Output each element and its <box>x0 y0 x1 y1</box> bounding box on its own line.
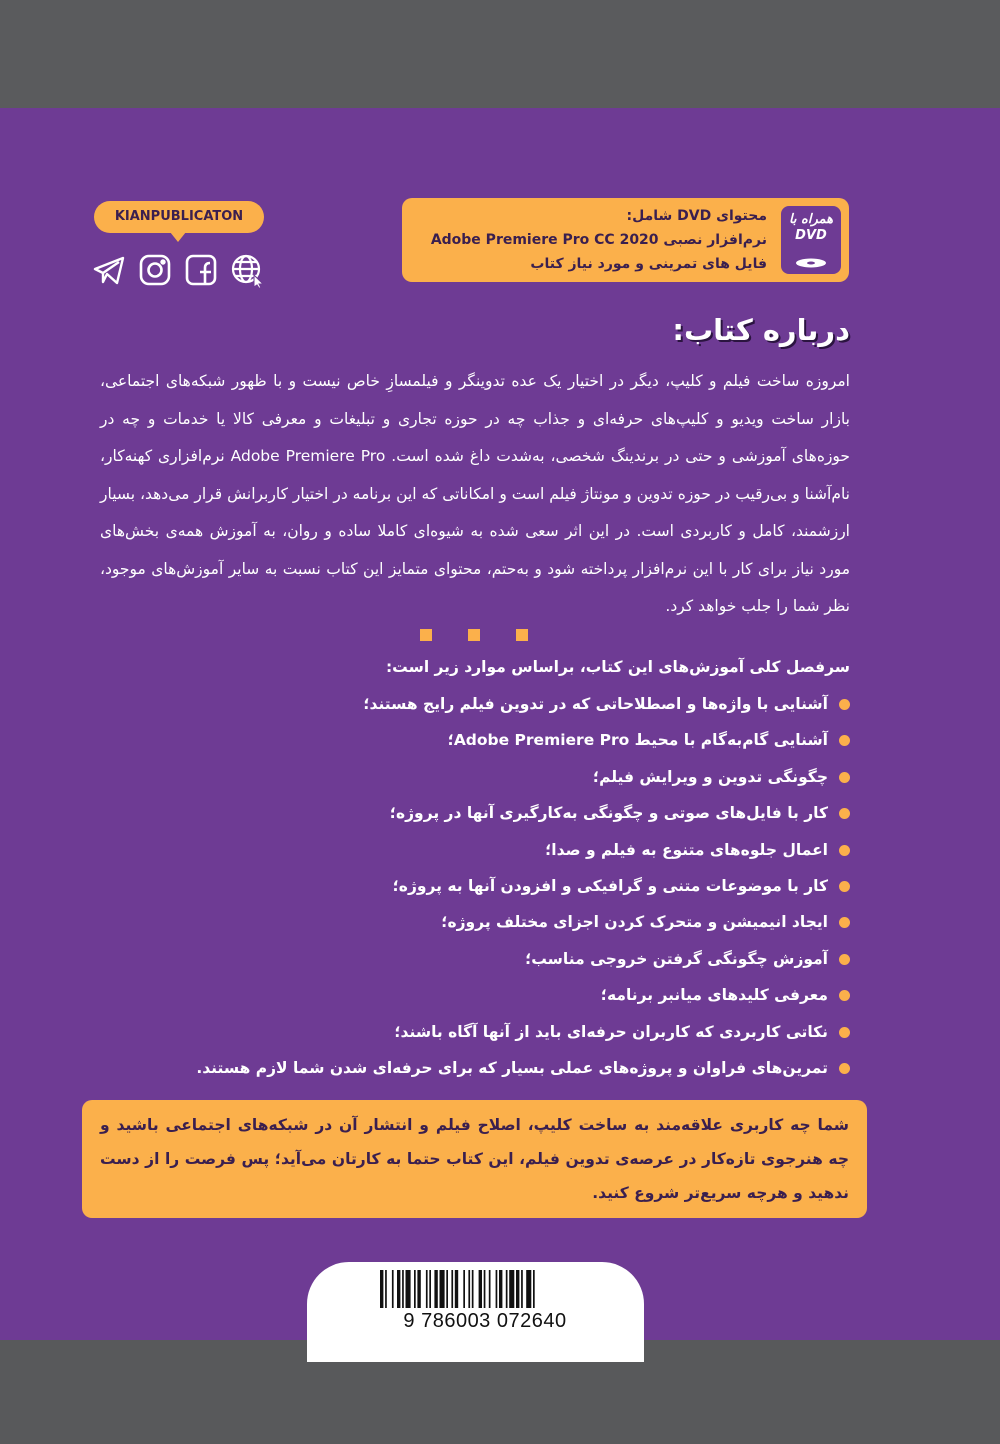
dvd-badge-label: همراه با <box>788 212 834 227</box>
barcode-bar <box>516 1270 519 1308</box>
barcode-bar <box>397 1270 400 1308</box>
barcode-bar <box>472 1270 474 1308</box>
topic-text: چگونگی تدوین و ویرایش فیلم؛ <box>592 767 828 786</box>
bullet-icon <box>839 1063 850 1074</box>
topic-item <box>196 1050 850 1086</box>
barcode-bar <box>406 1270 411 1308</box>
barcode-bar <box>489 1270 491 1308</box>
topic-list <box>196 686 850 1086</box>
topic-item <box>196 977 850 1013</box>
bullet-icon <box>839 735 850 746</box>
barcode-number: 9 786003 072640 <box>403 1310 567 1332</box>
dvd-info-box <box>402 198 849 282</box>
dvd-line-2: نرم‌افزار نصبی Adobe Premiere Pro CC 2020 <box>430 232 767 248</box>
topic-item <box>196 686 850 722</box>
social-icons <box>92 253 268 287</box>
topic-text: کار با موضوعات متنی و گرافیکی و افزودن آنها به پروژه؛ <box>392 876 828 895</box>
barcode-bar <box>434 1270 437 1308</box>
barcode-bar <box>402 1270 404 1308</box>
bullet-icon <box>839 772 850 783</box>
bullet-icon <box>839 881 850 892</box>
barcode-bar <box>392 1270 394 1308</box>
barcode-bar <box>484 1270 486 1308</box>
barcode-bar <box>426 1270 428 1308</box>
separator-square <box>420 629 432 641</box>
bullet-icon <box>839 954 850 965</box>
facebook-icon[interactable] <box>184 253 218 287</box>
bullet-icon <box>839 808 850 819</box>
web-icon[interactable] <box>230 253 264 287</box>
barcode-bar <box>440 1270 445 1308</box>
barcode-bar <box>417 1270 420 1308</box>
barcode-bar <box>463 1270 465 1308</box>
topic-text: اعمال جلوه‌های متنوع به فیلم و صدا؛ <box>545 840 828 859</box>
topic-item <box>196 1014 850 1050</box>
separator-squares <box>420 629 532 643</box>
topic-item <box>196 722 850 758</box>
dvd-line-3: فایل های تمرینی و مورد نیاز کتاب <box>530 256 767 272</box>
topic-text: نکاتی کاربردی که کاربران حرفه‌ای باید از آنها آگاه باشند؛ <box>394 1022 828 1041</box>
top-band <box>0 0 1000 108</box>
topic-text: کار با فایل‌های صوتی و چگونگی به‌کارگیری آنها در پروژه؛ <box>389 804 828 823</box>
barcode-bar <box>385 1270 387 1308</box>
separator-square <box>468 629 480 641</box>
dvd-badge-dvd: DVD <box>795 228 827 243</box>
bullet-icon <box>839 845 850 856</box>
bullet-icon <box>839 990 850 1001</box>
promo-box: شما چه کاربری علاقه‌مند به ساخت کلیپ، اصلاح فیلم و انتشار آن در شبکه‌های اجتماعی باشید و چه هنرجوی تازه‌کار در عرصه‌ی تدوین فیلم، این کتاب حتما به کارتان می‌آید؛ پس فرصت را از دست ندهید و هرچه سریع‌تر شروع کنید. <box>82 1100 867 1218</box>
barcode-bar <box>509 1270 514 1308</box>
topic-text: تمرین‌های فراوان و پروژه‌های عملی بسیار که برای حرفه‌ای شدن شما لازم هستند. <box>196 1058 828 1077</box>
website-url[interactable] <box>0 1346 1000 1367</box>
topic-item <box>196 868 850 904</box>
barcode-bar <box>521 1270 523 1308</box>
about-heading: درباره کتاب: <box>672 313 850 347</box>
barcode-bar <box>414 1270 416 1308</box>
topic-text: آشنایی گام‌به‌گام با محیط Adobe Premiere Pro؛ <box>447 731 828 750</box>
separator-square <box>516 629 528 641</box>
website-suffix: .COM <box>562 1346 630 1366</box>
outline-intro: سرفصل کلی آموزش‌های این کتاب، براساس موارد زیر است: <box>385 658 850 676</box>
barcode-bar <box>468 1270 470 1308</box>
barcode-bar <box>506 1270 508 1308</box>
topic-text: معرفی کلیدهای میانبر برنامه؛ <box>600 986 828 1005</box>
instagram-icon[interactable] <box>138 253 172 287</box>
barcode-bar <box>499 1270 502 1308</box>
barcode-bar <box>496 1270 498 1308</box>
barcode-bar <box>533 1270 535 1308</box>
topic-text: ایجاد انیمیشن و متحرک کردن اجزای مختلف پروژه؛ <box>441 913 828 932</box>
barcode-bar <box>455 1270 458 1308</box>
topic-item <box>196 941 850 977</box>
topic-item <box>196 832 850 868</box>
barcode-bar <box>526 1270 531 1308</box>
telegram-icon[interactable] <box>92 253 126 287</box>
disc-icon <box>795 258 827 268</box>
website-prefix: WWW. <box>370 1346 446 1366</box>
bullet-icon <box>839 1027 850 1038</box>
barcode-bar <box>429 1270 431 1308</box>
dvd-line-1: محتوای DVD شامل: <box>626 208 767 224</box>
bullet-icon <box>839 917 850 928</box>
brand-bubble: KIANPUBLICATON <box>94 201 264 233</box>
topic-text: آشنایی با واژه‌ها و اصطلاحاتی که در تدوین فیلم رایج هستند؛ <box>363 695 828 713</box>
barcode-bar <box>479 1270 482 1308</box>
topic-item <box>196 795 850 831</box>
barcode-bar <box>446 1270 448 1308</box>
topic-item <box>196 904 850 940</box>
barcode-bar <box>380 1270 383 1308</box>
about-body: امروزه ساخت فیلم و کلیپ، دیگر در اختیار یک عده تدوینگر و فیلمسازِ خاص نیست و با ظهور شبکه‌های اجتماعی، بازار ساخت ویدیو و کلیپ‌های حرفه‌ای و جذاب چه در حوزه تجاری و تبلیغات و معرفی کالا یا خدمات و چه در حوزه‌های آموزشی و حتی در برندینگ شخصی، به‌شدت داغ شده است. Adobe Premiere Pro نرم‌افزاری کهنه‌کار، نام‌آشنا و بی‌رقیب در حوزه تدوین و مونتاژ فیلم است و امکاناتی که این برنامه در اختیار کاربرانش قرار می‌دهد، بسیار ارزشمند، کامل و کاربردی است. در این اثر سعی شده به شیوه‌ای کاملا ساده و روان، به آموزش همه‌ی بخش‌های مورد نیاز برای کار با این نرم‌افزار پرداخته شود و به‌حتم، محتوای متمایز این کتاب نسبت به سایر آموزش‌های موجود، نظر شما را جلب خواهد کرد. <box>100 372 851 615</box>
topic-item <box>196 759 850 795</box>
barcode-bar <box>451 1270 453 1308</box>
dvd-badge <box>781 206 841 274</box>
website-brand: KIANPUB <box>445 1346 563 1366</box>
bullet-icon <box>839 699 850 710</box>
topic-text: آموزش چگونگی گرفتن خروجی مناسب؛ <box>525 949 828 968</box>
